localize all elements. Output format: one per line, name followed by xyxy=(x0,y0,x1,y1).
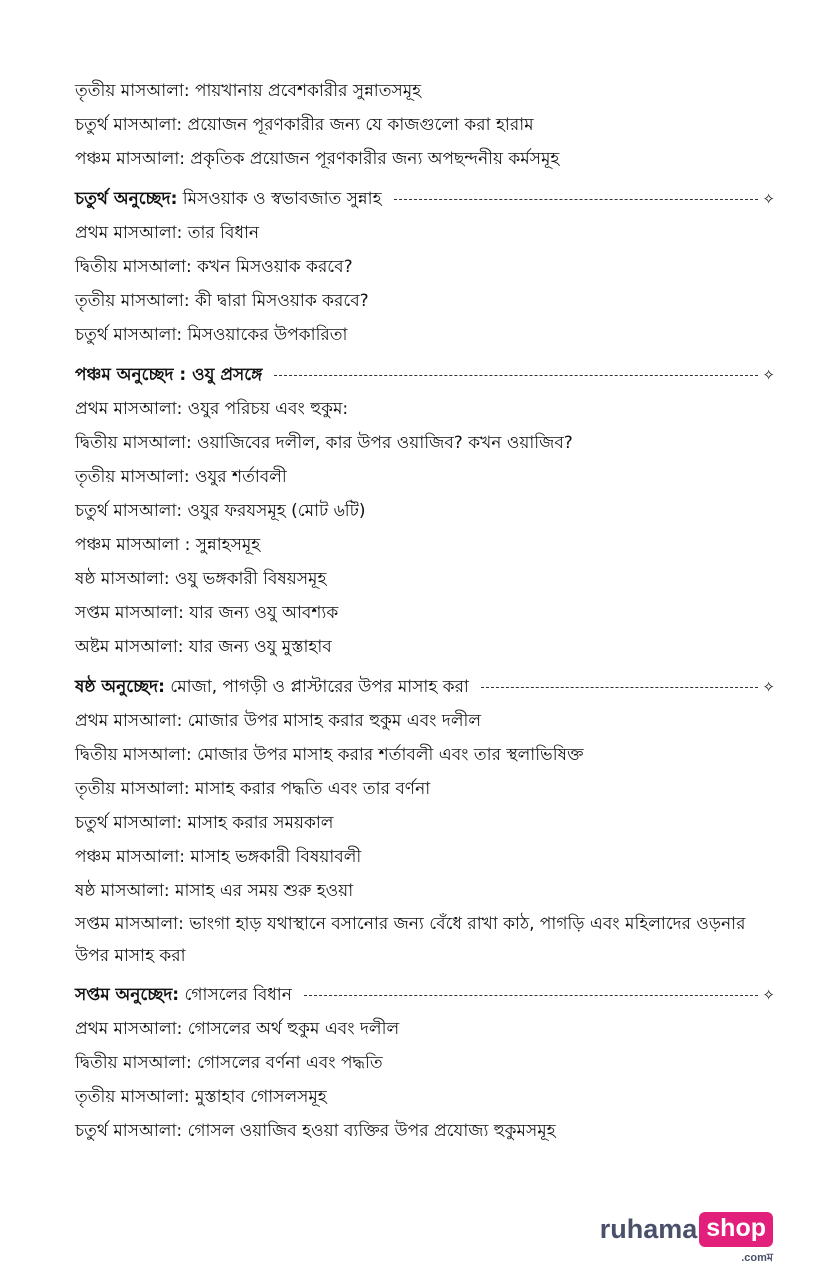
section-title: মোজা, পাগড়ী ও প্লাস্টারের উপর মাসাহ করা xyxy=(164,677,469,697)
section-title: মিসওয়াক ও স্বভাবজাত সুন্নাহ xyxy=(177,189,382,209)
list-item: দ্বিতীয় মাসআলা: কখন মিসওয়াক করবে? xyxy=(75,257,353,277)
section-title: গোসলের বিধান xyxy=(179,985,292,1005)
section-heading xyxy=(75,670,775,704)
section-label: ষষ্ঠ অনুচ্ছেদ: xyxy=(75,677,165,697)
list-item: প্রথম মাসআলা: ওযুর পরিচয় এবং হুকুম: xyxy=(75,399,349,419)
ruhamashop-logo xyxy=(599,1212,773,1264)
logo-shop xyxy=(699,1212,773,1264)
list-item: তৃতীয় মাসআলা: মুস্তাহাব গোসলসমূহ xyxy=(75,1087,327,1107)
list-item: দ্বিতীয় মাসআলা: গোসলের বর্ণনা এবং পদ্ধতি xyxy=(75,1053,383,1073)
contents-list xyxy=(75,74,775,1148)
logo-shop-text: shop xyxy=(706,1214,766,1242)
sparkle-icon: ✧ xyxy=(762,366,775,384)
logo-com: .comম xyxy=(741,1252,773,1264)
list-item: অষ্টম মাসআলা: যার জন্য ওযু মুস্তাহাব xyxy=(75,637,332,657)
section-heading xyxy=(75,182,775,216)
list-item: চতুর্থ মাসআলা: মাসাহ করার সময়কাল xyxy=(75,813,334,833)
list-item: পঞ্চম মাসআলা: প্রকৃতিক প্রয়োজন পূরণকারীর জন্য অপছন্দনীয় কর্মসমূহ xyxy=(75,149,560,169)
list-item: তৃতীয় মাসআলা: মাসাহ করার পদ্ধতি এবং তার বর্ণনা xyxy=(75,779,431,799)
list-item: সপ্তম মাসআলা: ভাংগা হাড় যথাস্থানে বসানোর জন্য বেঁধে রাখা কাঠ, পাগড়ি এবং মহিলাদের ওড়নার উপর মাসাহ করা xyxy=(75,914,746,966)
list-item: ষষ্ঠ মাসআলা: ওযু ভঙ্গকারী বিষয়সমূহ xyxy=(75,569,327,589)
list-item: তৃতীয় মাসআলা: কী দ্বারা মিসওয়াক করবে? xyxy=(75,291,369,311)
section-label: চতুর্থ অনুচ্ছেদ: xyxy=(75,189,178,209)
list-item: চতুর্থ মাসআলা: প্রয়োজন পূরণকারীর জন্য যে কাজগুলো করা হারাম xyxy=(75,115,534,135)
list-item: প্রথম মাসআলা: মোজার উপর মাসাহ করার হুকুম এবং দলীল xyxy=(75,711,482,731)
list-item: তৃতীয় মাসআলা: ওযুর শর্তাবলী xyxy=(75,467,287,487)
list-item: সপ্তম মাসআলা: যার জন্য ওযু আবশ্যক xyxy=(75,603,339,623)
list-item: চতুর্থ মাসআলা: গোসল ওয়াজিব হওয়া ব্যক্তির উপর প্রযোজ্য হুকুমসমূহ xyxy=(75,1121,556,1141)
list-item: তৃতীয় মাসআলা: পায়খানায় প্রবেশকারীর সুন্নাতসমূহ xyxy=(75,81,422,101)
dashed-leader xyxy=(394,199,759,200)
logo-ruhama: ruhama xyxy=(599,1214,698,1244)
list-item: দ্বিতীয় মাসআলা: মোজার উপর মাসাহ করার শর্তাবলী এবং তার স্থলাভিষিক্ত xyxy=(75,745,584,765)
list-item: প্রথম মাসআলা: গোসলের অর্থ হুকুম এবং দলীল xyxy=(75,1019,400,1039)
dashed-leader xyxy=(304,995,759,996)
dashed-leader xyxy=(481,687,759,688)
list-item: ষষ্ঠ মাসআলা: মাসাহ এর সময় শুরু হওয়া xyxy=(75,881,354,901)
section-label: সপ্তম অনুচ্ছেদ: xyxy=(75,985,180,1005)
dashed-leader xyxy=(274,375,758,376)
section-heading xyxy=(75,978,775,1012)
sparkle-icon: ✧ xyxy=(762,678,775,696)
list-item: চতুর্থ মাসআলা: মিসওয়াকের উপকারিতা xyxy=(75,325,348,345)
list-item: প্রথম মাসআলা: তার বিধান xyxy=(75,223,260,243)
list-item: দ্বিতীয় মাসআলা: ওয়াজিবের দলীল, কার উপর ওয়াজিব? কখন ওয়াজিব? xyxy=(75,433,573,453)
section-heading xyxy=(75,358,775,392)
sparkle-icon: ✧ xyxy=(762,190,775,208)
sparkle-icon: ✧ xyxy=(762,986,775,1004)
list-item: পঞ্চম মাসআলা: মাসাহ ভঙ্গকারী বিষয়াবলী xyxy=(75,847,362,867)
list-item: পঞ্চম মাসআলা : সুন্নাহসমূহ xyxy=(75,535,261,555)
list-item: চতুর্থ মাসআলা: ওযুর ফরযসমূহ (মোট ৬টি) xyxy=(75,501,366,521)
section-label: পঞ্চম অনুচ্ছেদ : ওযু প্রসঙ্গে xyxy=(75,365,263,385)
